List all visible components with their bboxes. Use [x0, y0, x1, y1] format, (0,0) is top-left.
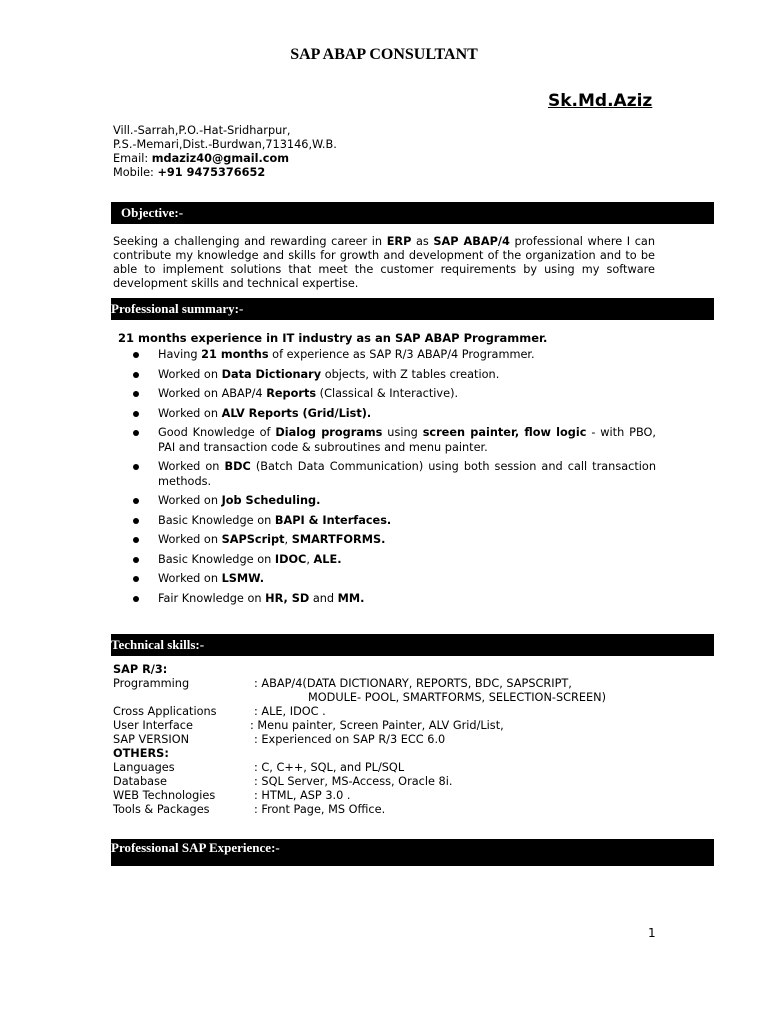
bullet-icon — [133, 411, 139, 417]
list-item: Worked on ABAP/4 Reports (Classical & Interactive). — [131, 387, 656, 402]
skill-row-version: SAP VERSION : Experienced on SAP R/3 ECC 6.0 — [113, 733, 446, 746]
email-label: Email: — [113, 152, 149, 165]
objective-text: Seeking a challenging and rewarding career in ERP as SAP ABAP/4 professional where I can contribute my knowledge and skills for growth and development of the organization and to be able to implement solutions that meet the customer requirements by using my software development skills and technical expertise. — [113, 235, 655, 290]
list-item: Worked on ALV Reports (Grid/List). — [131, 407, 656, 422]
bullet-icon — [133, 596, 139, 602]
summary-heading: Professional summary:- — [111, 298, 714, 320]
skill-row-programming-cont: MODULE- POOL, SMARTFORMS, SELECTION-SCREEN) — [308, 691, 607, 704]
skill-row-cross: Cross Applications : ALE, IDOC . — [113, 705, 326, 718]
page-number: 1 — [648, 926, 656, 940]
technical-skills — [113, 663, 607, 817]
skill-row-tools: Tools & Packages : Front Page, MS Office. — [113, 803, 386, 816]
bullet-icon — [133, 391, 139, 397]
skill-row-web: WEB Technologies : HTML, ASP 3.0 . — [113, 789, 351, 802]
mobile-line — [113, 166, 337, 180]
list-item: Worked on LSMW. — [131, 572, 656, 587]
list-item: Worked on BDC (Batch Data Communication) using both session and call transaction methods. — [131, 460, 656, 489]
list-item: Basic Knowledge on BAPI & Interfaces. — [131, 514, 656, 529]
candidate-name: Sk.Md.Aziz — [548, 91, 653, 111]
bullet-icon — [133, 430, 139, 436]
bullet-icon — [133, 537, 139, 543]
address-line-2: P.S.-Memari,Dist.-Burdwan,713146,W.B. — [113, 138, 337, 151]
skill-row-database: Database : SQL Server, MS-Access, Oracle 8i. — [113, 775, 453, 788]
bullet-icon — [133, 464, 139, 470]
email-value: mdaziz40@gmail.com — [151, 152, 290, 165]
document-title: SAP ABAP CONSULTANT — [290, 46, 478, 63]
bullet-icon — [133, 498, 139, 504]
summary-lead: 21 months experience in IT industry as an SAP ABAP Programmer. — [118, 331, 548, 345]
list-item: Worked on Job Scheduling. — [131, 494, 656, 509]
sap-heading: SAP R/3: — [113, 663, 168, 676]
objective-heading: Objective:- — [111, 202, 714, 224]
contact-block — [113, 124, 337, 180]
bullet-icon — [133, 372, 139, 378]
list-item: Basic Knowledge on IDOC, ALE. — [131, 553, 656, 568]
skill-row-ui: User Interface : Menu painter, Screen Painter, ALV Grid/List, — [113, 719, 504, 732]
list-item: Worked on SAPScript, SMARTFORMS. — [131, 533, 656, 548]
list-item: Worked on Data Dictionary objects, with Z tables creation. — [131, 368, 656, 383]
list-item: Having 21 months of experience as SAP R/3 ABAP/4 Programmer. — [131, 348, 656, 363]
others-heading: OTHERS: — [113, 747, 169, 760]
bullet-icon — [133, 352, 139, 358]
list-item: Fair Knowledge on HR, SD and MM. — [131, 592, 656, 607]
address-line-1: Vill.-Sarrah,P.O.-Hat-Sridharpur, — [113, 124, 291, 137]
skill-row-languages: Languages : C, C++, SQL, and PL/SQL — [113, 761, 405, 774]
mobile-value: +91 9475376652 — [157, 166, 266, 179]
list-item: Good Knowledge of Dialog programs using screen painter, flow logic - with PBO, PAI and transaction code & subroutines and menu painter. — [131, 426, 656, 455]
skill-row-programming: Programming : ABAP/4(DATA DICTIONARY, REPORTS, BDC, SAPSCRIPT, — [113, 677, 572, 690]
technical-heading: Technical skills:- — [111, 634, 714, 656]
summary-list — [131, 348, 656, 611]
bullet-icon — [133, 576, 139, 582]
mobile-label: Mobile: — [113, 166, 154, 179]
bullet-icon — [133, 557, 139, 563]
experience-heading: Professional SAP Experience:- — [111, 839, 714, 866]
bullet-icon — [133, 518, 139, 524]
email-line — [113, 152, 337, 166]
